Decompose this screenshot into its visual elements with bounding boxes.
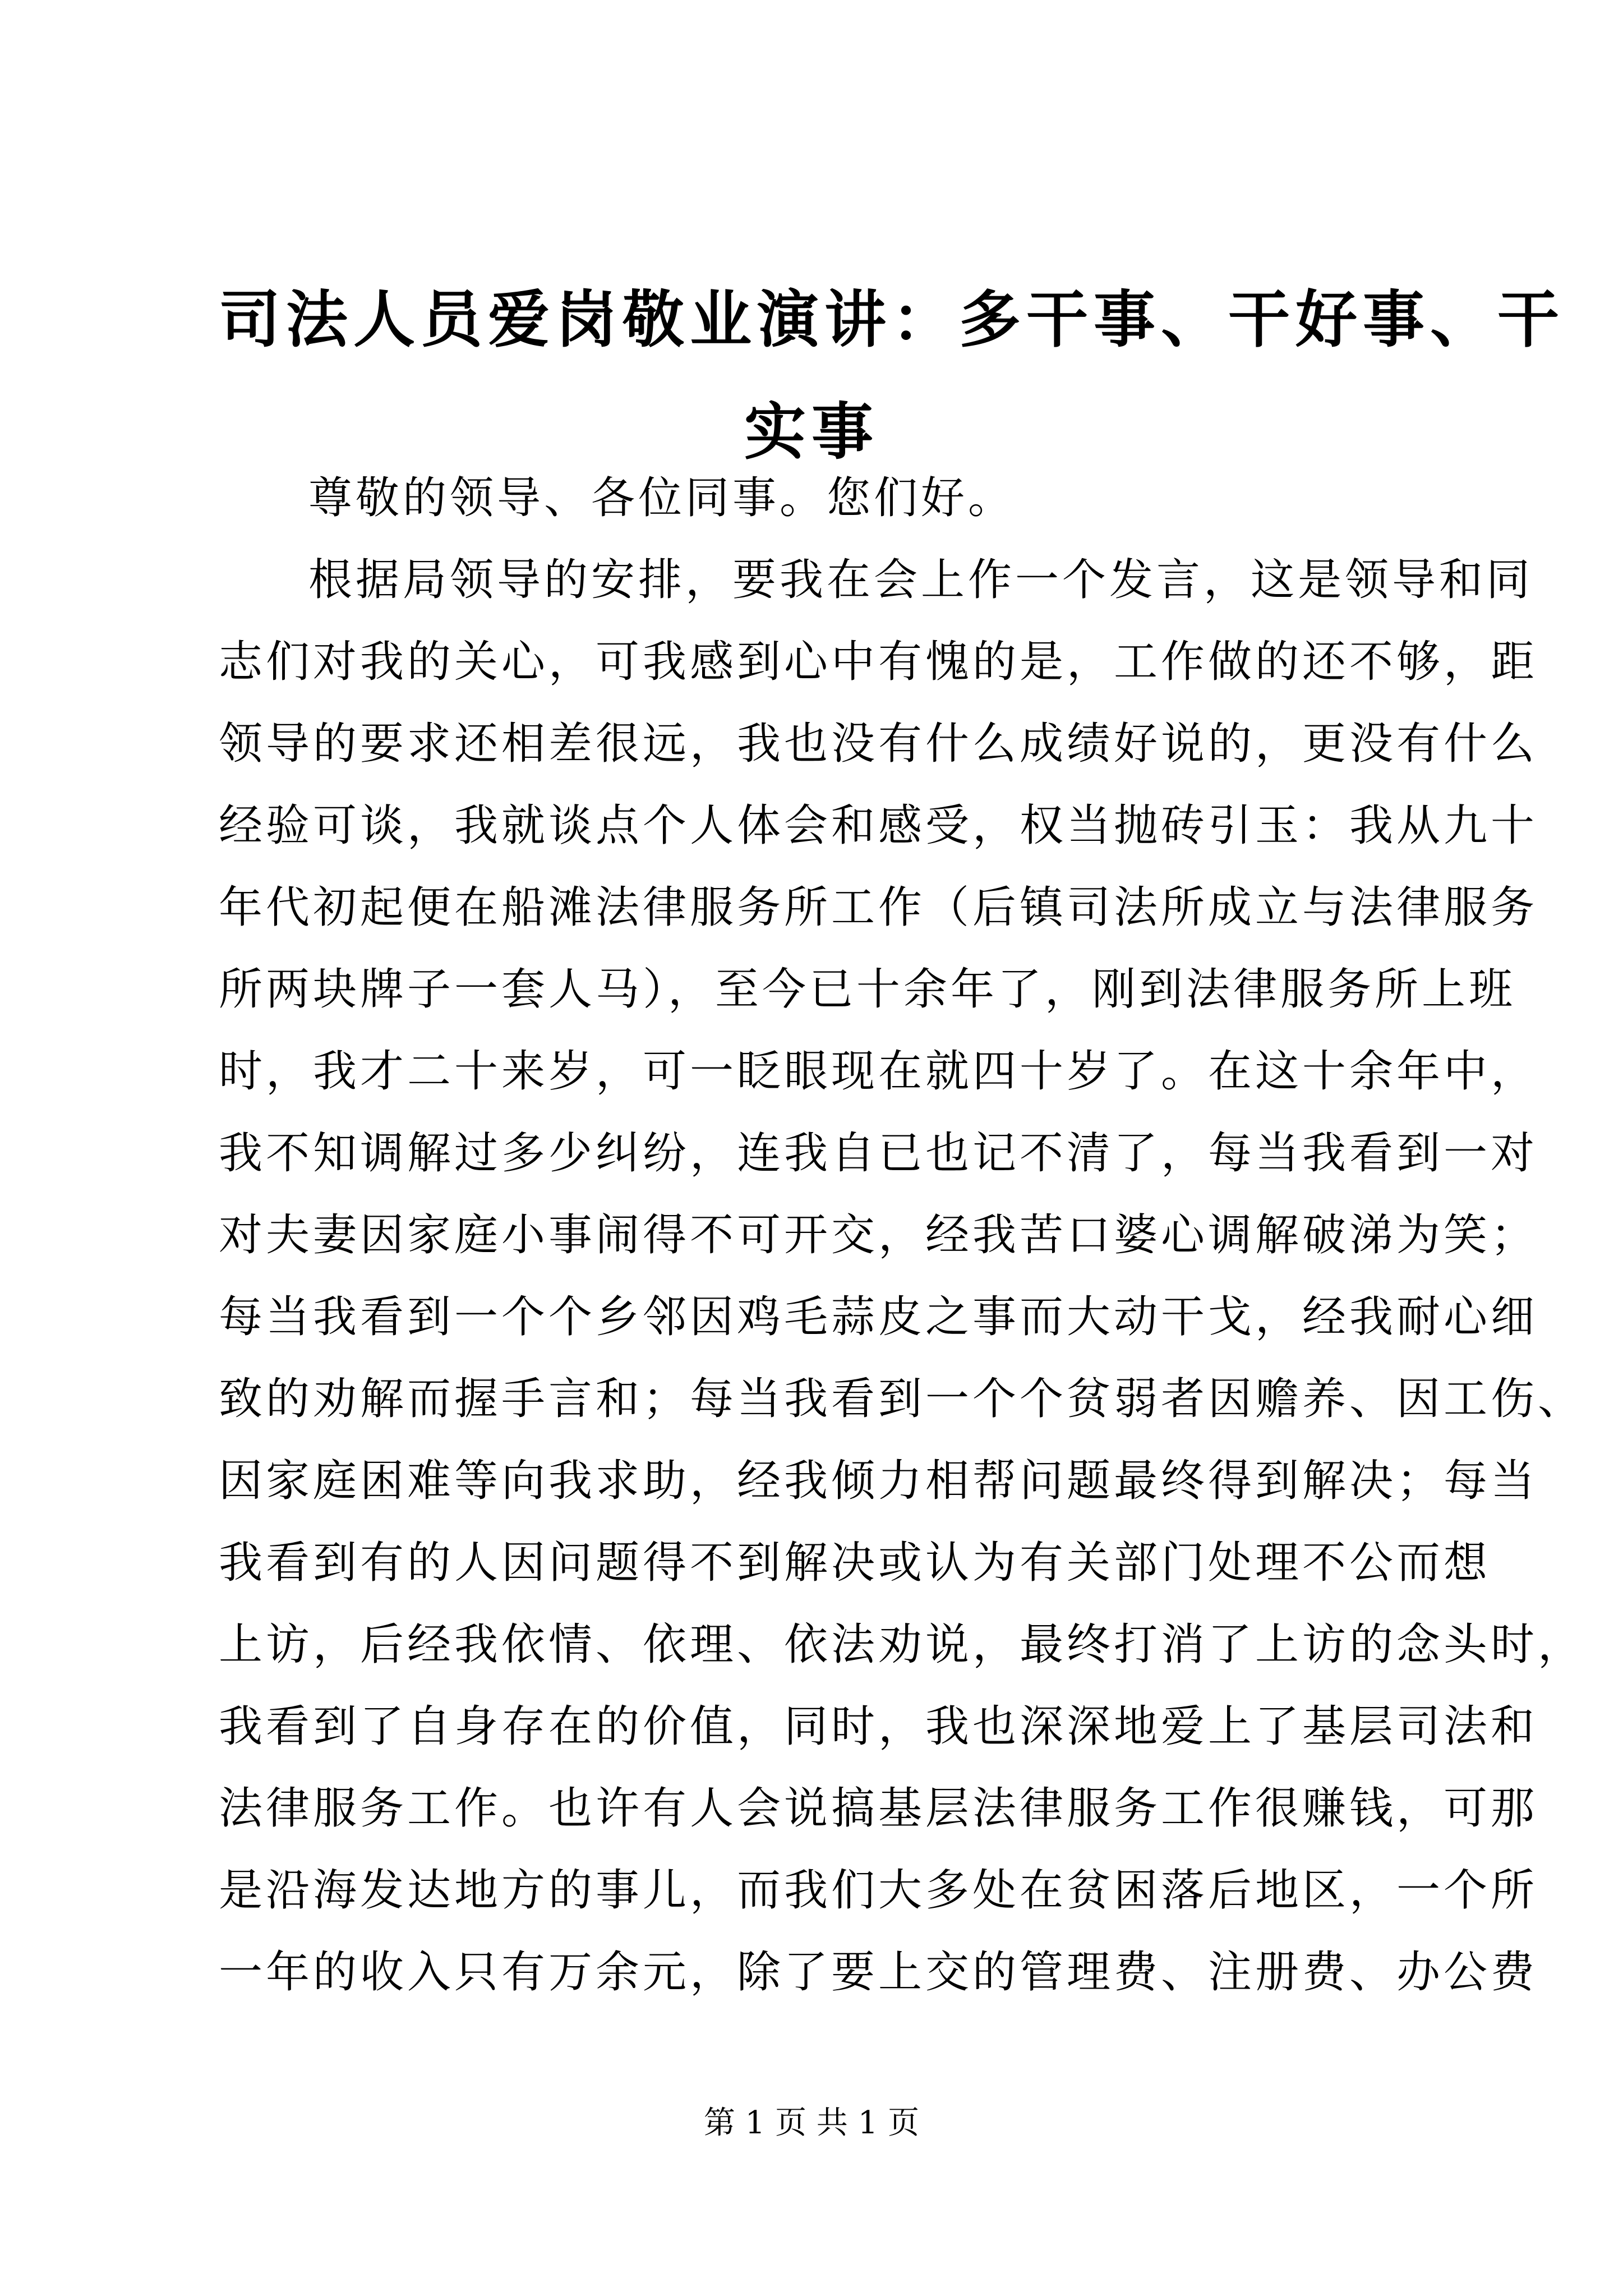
document-title xyxy=(219,264,1565,488)
paragraph-line: 致的劝解而握手言和；每当我看到一个个贫弱者因赡养、因工伤、 xyxy=(219,1374,1585,1424)
paragraph-line: 是沿海发达地方的事儿，而我们大多处在贫困落后地区，一个所 xyxy=(219,1865,1538,1916)
document-body xyxy=(219,457,1585,2013)
paragraph-line: 我看到了自身存在的价值，同时，我也深深地爱上了基层司法和 xyxy=(219,1701,1538,1752)
paragraph-line: 时，我才二十来岁，可一眨眼现在就四十岁了。在这十余年中， xyxy=(219,1046,1538,1097)
paragraph-line: 年代初起便在船滩法律服务所工作（后镇司法所成立与法律服务 xyxy=(219,882,1538,933)
title-line-2: 实事 xyxy=(744,395,879,468)
paragraph-line: 对夫妻因家庭小事闹得不可开交，经我苦口婆心调解破涕为笑； xyxy=(219,1210,1538,1260)
paragraph-line: 上访，后经我依情、依理、依法劝说，最终打消了上访的念头时， xyxy=(219,1619,1585,1670)
paragraph-line: 一年的收入只有万余元，除了要上交的管理费、注册费、办公费 xyxy=(219,1947,1538,1998)
title-line-1: 司法人员爱岗敬业演讲：多干事、干好事、干 xyxy=(219,283,1565,356)
paragraph-line: 我不知调解过多少纠纷，连我自已也记不清了，每当我看到一对 xyxy=(219,1128,1538,1179)
paragraph-line: 法律服务工作。也许有人会说搞基层法律服务工作很赚钱，可那 xyxy=(219,1783,1538,1834)
paragraph-line: 每当我看到一个个乡邻因鸡毛蒜皮之事而大动干戈，经我耐心细 xyxy=(219,1292,1538,1342)
paragraph-line: 经验可谈，我就谈点个人体会和感受，权当抛砖引玉：我从九十 xyxy=(219,800,1538,851)
page-number-footer: 第 1 页 共 1 页 xyxy=(703,2105,920,2141)
paragraph-line: 因家庭困难等向我求助，经我倾力相帮问题最终得到解决；每当 xyxy=(219,1456,1538,1506)
paragraph-line: 根据局领导的安排，要我在会上作一个发言，这是领导和同 xyxy=(308,555,1534,605)
paragraph-line: 志们对我的关心，可我感到心中有愧的是，工作做的还不够，距 xyxy=(219,637,1538,687)
paragraph-line: 所两块牌子一套人马），至今已十余年了，刚到法律服务所上班 xyxy=(219,964,1516,1015)
salutation: 尊敬的领导、各位同事。您们好。 xyxy=(308,473,1016,523)
paragraph-line: 领导的要求还相差很远，我也没有什么成绩好说的，更没有什么 xyxy=(219,719,1538,769)
paragraph-line: 我看到有的人因问题得不到解决或认为有关部门处理不公而想 xyxy=(219,1538,1491,1588)
